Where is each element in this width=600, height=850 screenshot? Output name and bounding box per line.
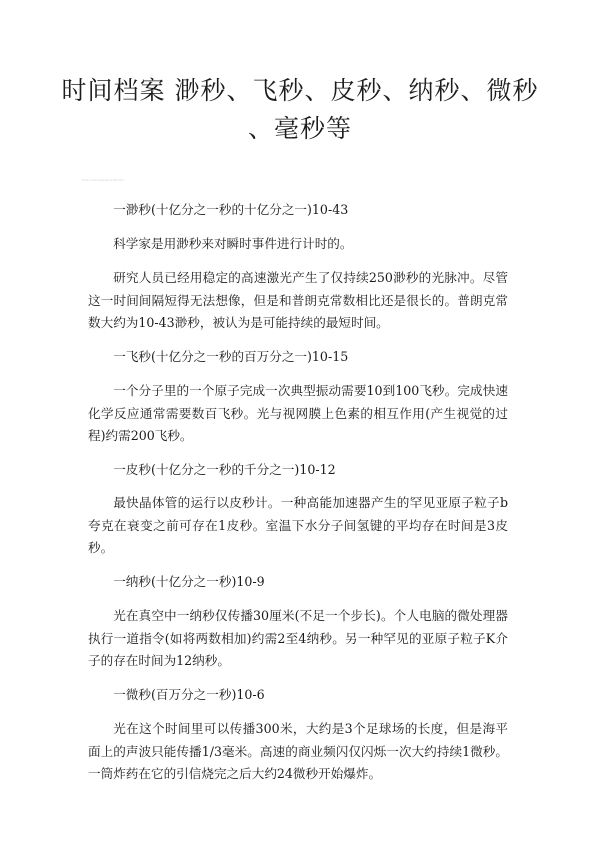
paragraph-nanosecond-detail: 光在真空中一纳秒仅传播30厘米(不足一个步长)。个人电脑的微处理器执行一道指令(如将两数相加)约需2至4纳秒。另一种罕见的亚原子粒子K介子的存在时间为12纳秒。 <box>88 608 508 668</box>
paragraph-nanosecond-heading: 一纳秒(十亿分之一秒)10-9 <box>113 573 265 589</box>
paragraph-microsecond-heading: 一微秒(百万分之一秒)10-6 <box>113 686 265 702</box>
document-body <box>88 199 508 786</box>
paragraph-microsecond-detail: 光在这个时间里可以传播300米，大约是3个足球场的长度，但是海平面上的声波只能传播1/3毫米。高速的商业频闪仅闪烁一次大约持续1微秒。一筒炸药在它的引信烧完之后大约24微秒开始爆炸。 <box>88 721 508 781</box>
paragraph-picosecond-detail: 最快晶体管的运行以皮秒计。一种高能加速器产生的罕见亚原子粒子b夸克在衰变之前可存在1皮秒。室温下水分子间氢键的平均存在时间是3皮秒。 <box>88 495 508 555</box>
paragraph-attosecond-intro: 科学家是用渺秒来对瞬时事件进行计时的。 <box>113 235 353 251</box>
paragraph-femtosecond-detail: 一个分子里的一个原子完成一次典型振动需要10到100飞秒。完成快速化学反应通常需要数百飞秒。光与视网膜上色素的相互作用(产生视觉的过程)约需200飞秒。 <box>88 383 508 443</box>
paragraph-attosecond-detail: 研究人员已经用稳定的高速激光产生了仅持续250渺秒的光脉冲。尽管这一时间间隔短得无法想像，但是和普朗克常数相比还是很长的。普朗克常数大约为10-43渺秒，被认为是可能持续的最短时间。 <box>88 270 508 330</box>
document-title: 时间档案 渺秒、飞秒、皮秒、纳秒、微秒 、毫秒等 <box>61 76 539 143</box>
paragraph-picosecond-heading: 一皮秒(十亿分之一秒的千分之一)10-12 <box>113 461 336 477</box>
paragraph-femtosecond-heading: 一飞秒(十亿分之一秒的百万分之一)10-15 <box>113 348 349 364</box>
paragraph-attosecond-heading: 一渺秒(十亿分之一秒的十亿分之一)10-43 <box>113 202 349 217</box>
faint-watermark-note: Eval·Licen·Aspose·Ar·Book·t <box>82 178 124 182</box>
